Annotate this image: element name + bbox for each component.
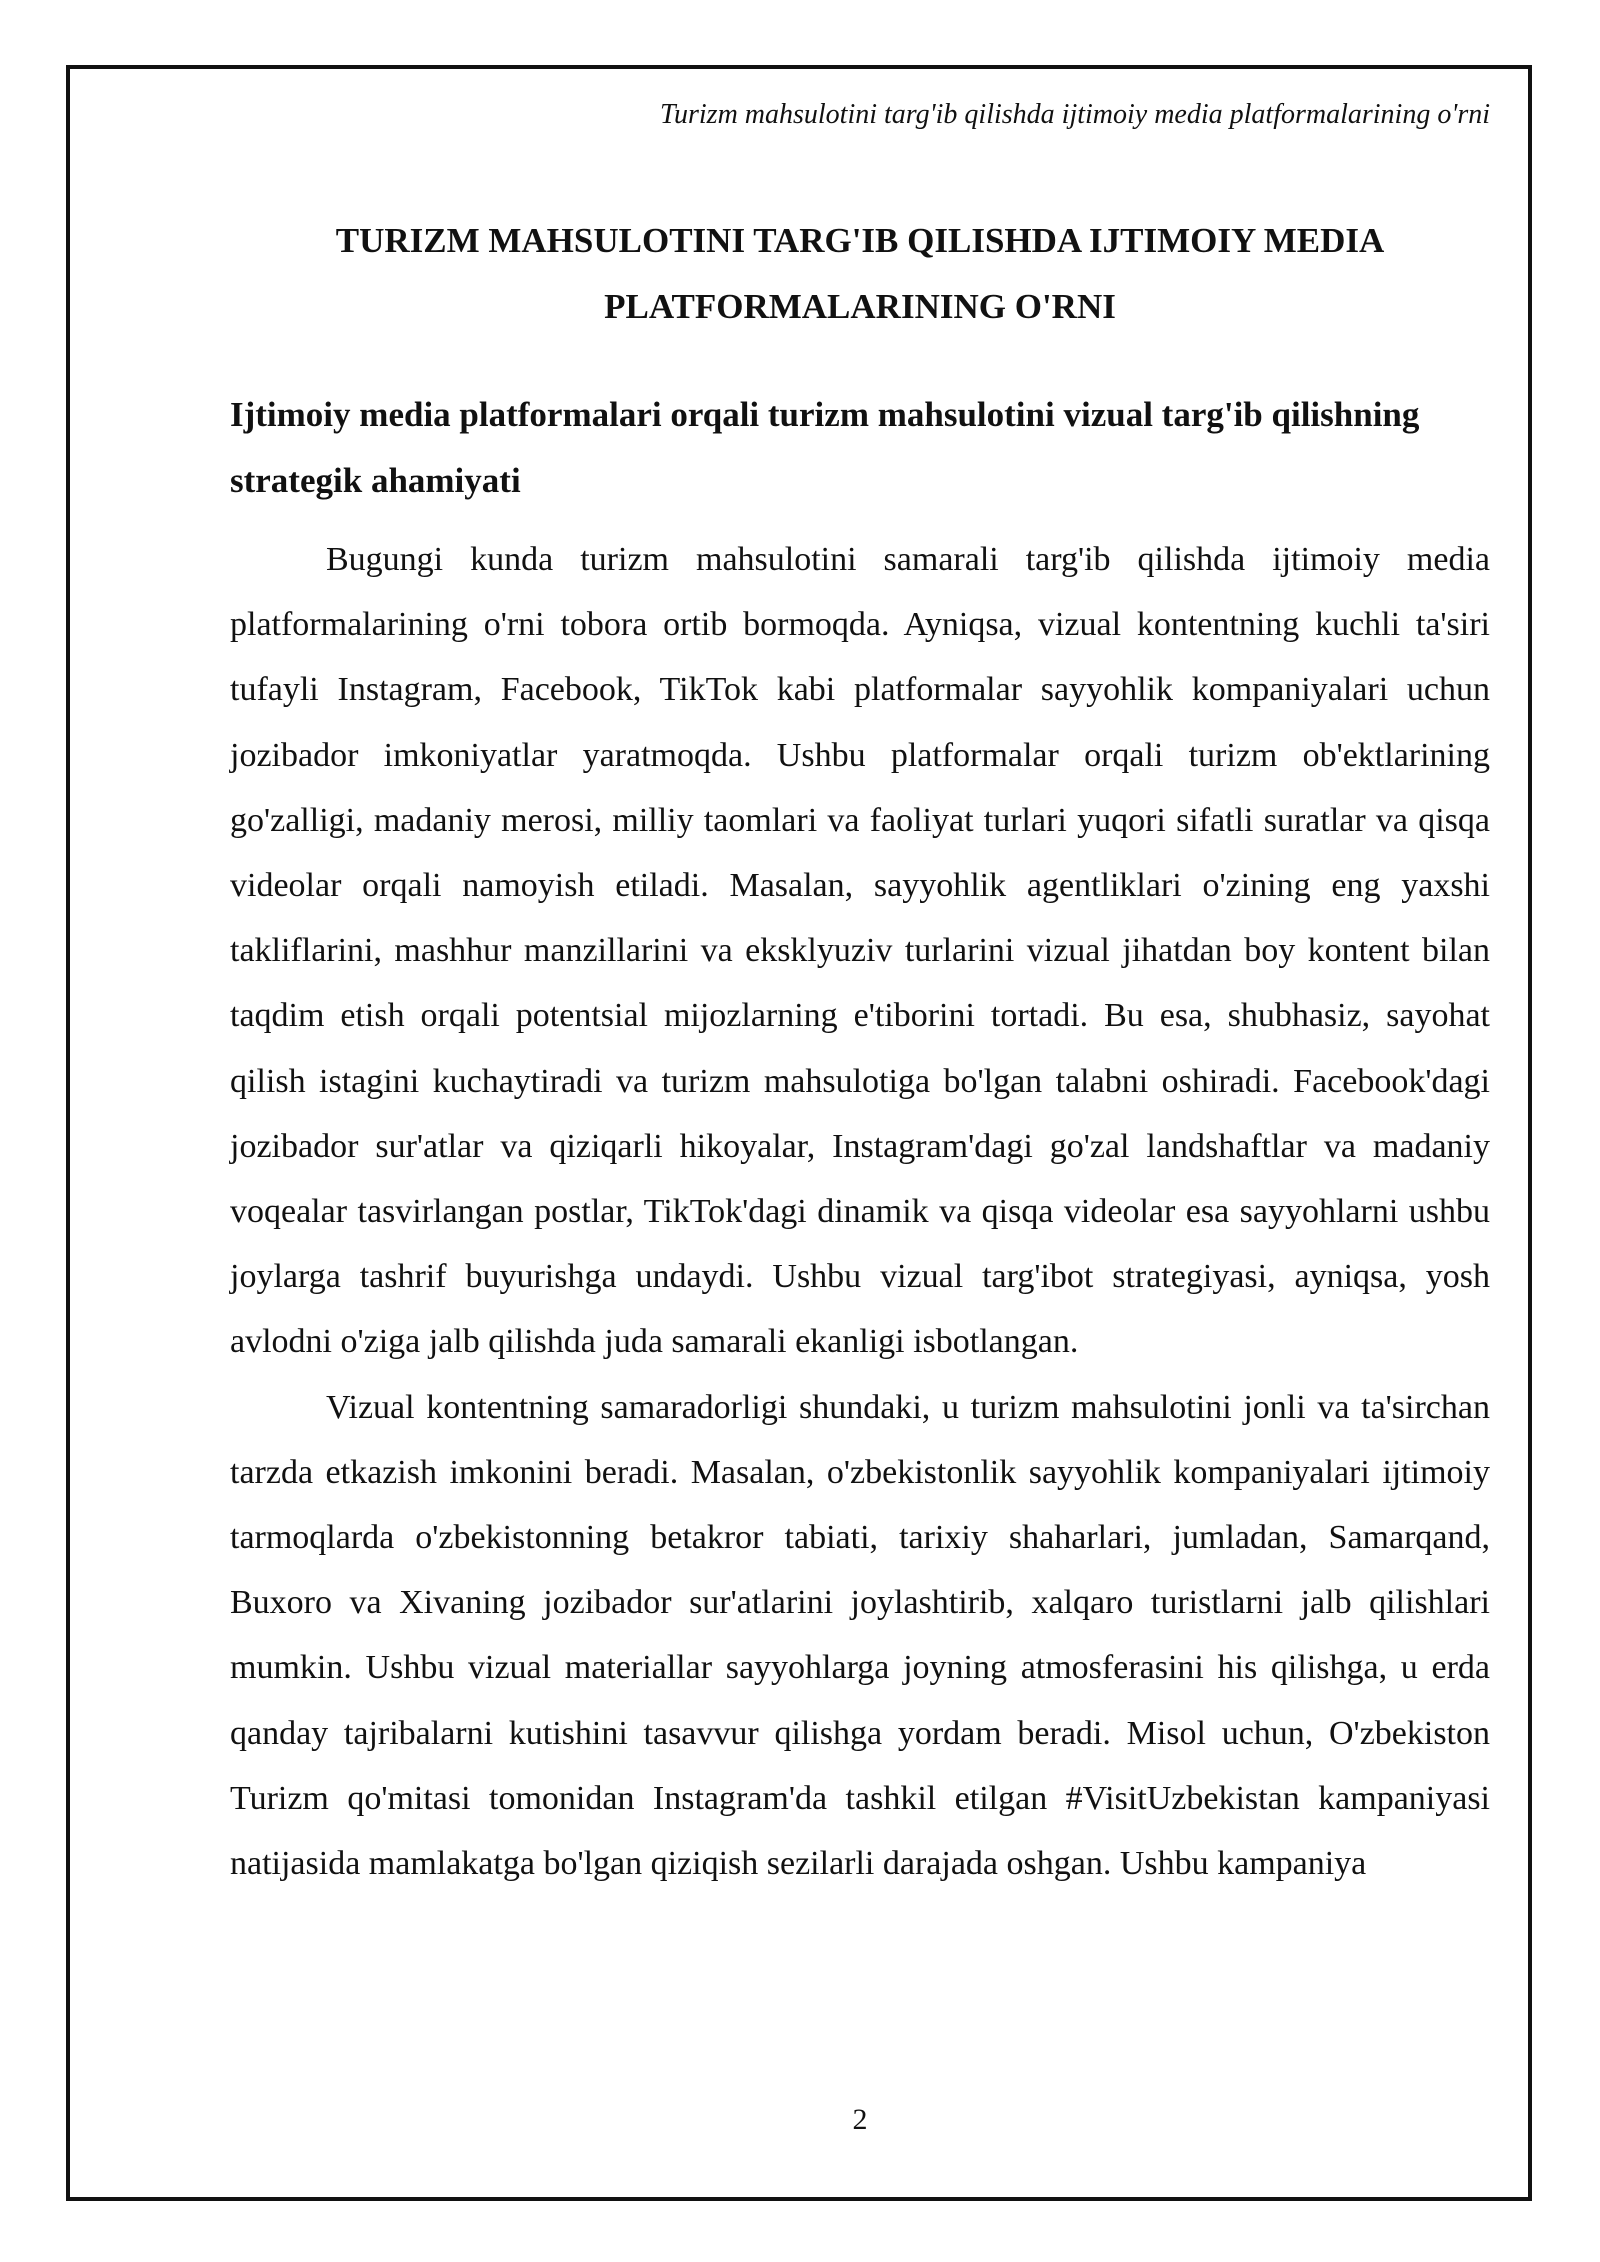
- body-text: [230, 527, 1490, 1896]
- running-header: Turizm mahsulotini targ'ib qilishda ijtimoiy media platformalarining o'rni: [659, 99, 1490, 130]
- paragraph-2: Vizual kontentning samaradorligi shundaki, u turizm mahsulotini jonli va ta'sirchan tarzda etkazish imkonini beradi. Masalan, o'zbekistonlik sayyohlik kompaniyalari ijtimoiy tarmoqlarda o'zbekistonning betakror tabiati, tarixiy shaharlari, jumladan, Samarqand, Buxoro va Xivaning jozibador sur'atlarini joylashtirib, xalqaro turistlarni jalb qilishlari mumkin. Ushbu vizual materiallar sayyohlarga joyning atmosferasini his qilishga, u erda qanday tajribalarni kutishini tasavvur qilishga yordam beradi. Misol uchun, O'zbekiston Turizm qo'mitasi tomonidan Instagram'da tashkil etilgan #VisitUzbekistan kampaniyasi natijasida mamlakatga bo'lgan qiziqish sezilarli darajada oshgan. Ushbu kampaniya: [230, 1388, 1490, 1883]
- document-title: TURIZM MAHSULOTINI TARG'IB QILISHDA IJTIMOIY MEDIA PLATFORMALARINING O'RNI: [335, 221, 1385, 326]
- page-number: 2: [852, 2103, 868, 2136]
- section-heading: Ijtimoiy media platformalari orqali turizm mahsulotini vizual targ'ib qilishning strategik ahamiyati: [230, 395, 1420, 500]
- paragraph-1: Bugungi kunda turizm mahsulotini samarali targ'ib qilishda ijtimoiy media platformalarining o'rni tobora ortib bormoqda. Ayniqsa, vizual kontentning kuchli ta'siri tufayli Instagram, Facebook, TikTok kabi platformalar sayyohlik kompaniyalari uchun jozibador imkoniyatlar yaratmoqda. Ushbu platformalar orqali turizm ob'ektlarining go'zalligi, madaniy merosi, milliy taomlari va faoliyat turlari yuqori sifatli suratlar va qisqa videolar orqali namoyish etiladi. Masalan, sayyohlik agentliklari o'zining eng yaxshi takliflarini, mashhur manzillarini va eksklyuziv turlarini vizual jihatdan boy kontent bilan taqdim etish orqali potentsial mijozlarning e'tiborini tortadi. Bu esa, shubhasiz, sayohat qilish istagini kuchaytiradi va turizm mahsulotiga bo'lgan talabni oshiradi. Facebook'dagi jozibador sur'atlar va qiziqarli hikoyalar, Instagram'dagi go'zal landshaftlar va madaniy voqealar tasvirlangan postlar, TikTok'dagi dinamik va qisqa videolar esa sayyohlarni ushbu joylarga tashrif buyurishga undaydi. Ushbu vizual targ'ibot strategiyasi, ayniqsa, yosh avlodni o'ziga jalb qilishda juda samarali ekanligi isbotlangan.: [230, 541, 1490, 1361]
